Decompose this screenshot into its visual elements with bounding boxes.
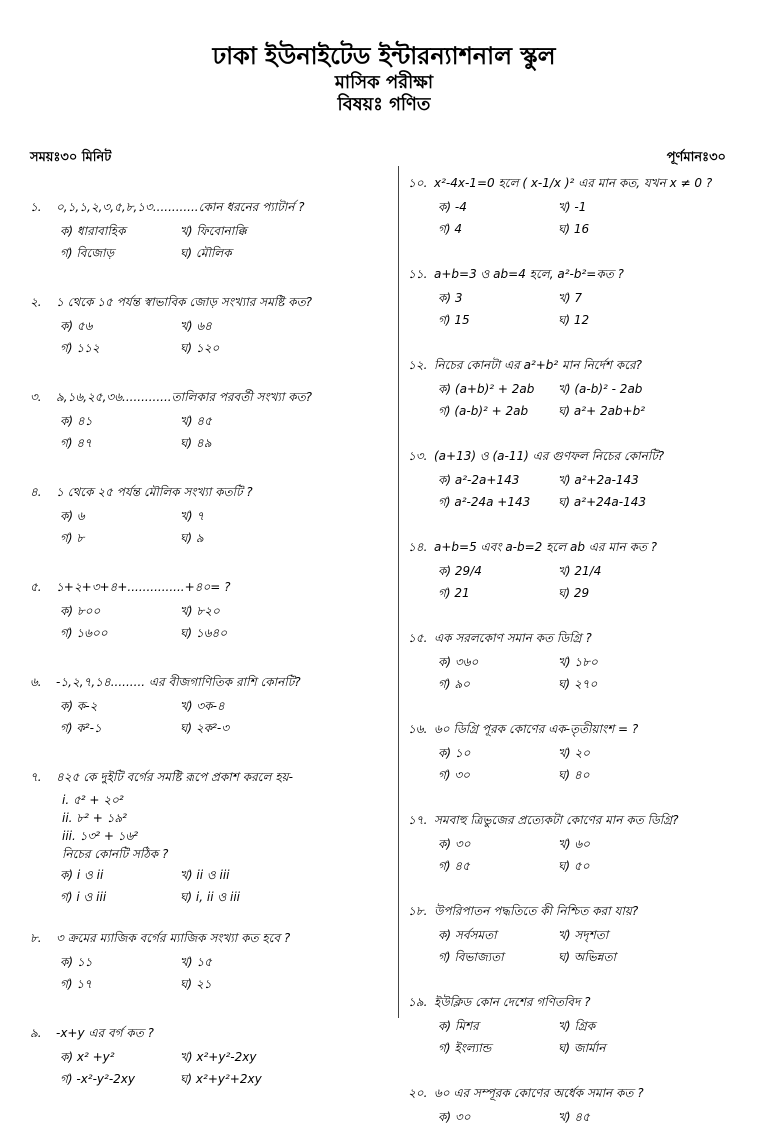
school-name: ঢাকা ইউনাইটেড ইন্টারন্যাশনাল স্কুল xyxy=(212,42,556,70)
answer-option: খ) ৩ক-৪ xyxy=(180,699,225,713)
answer-option: ঘ) 16 xyxy=(558,222,590,236)
question-stem: a+b=3 ও ab=4 হলে, a²-b²=কত ? xyxy=(434,267,624,281)
answer-option: ক) ৩০ xyxy=(438,837,471,851)
question-stem: a+b=5 এবং a-b=2 হলে ab এর মান কত ? xyxy=(434,540,658,554)
question-stem: x²-4x-1=0 হলে ( x-1/x )² এর মান কত, যখন x ≠ 0 ? xyxy=(434,176,713,190)
answer-option: ক) 29/4 xyxy=(438,564,482,578)
question-item xyxy=(408,991,753,1060)
answer-option: গ) বিভাজ্যতা xyxy=(438,950,504,964)
answer-option: খ) (a-b)² - 2ab xyxy=(558,382,643,396)
question-item xyxy=(408,718,753,787)
answer-option: খ) -1 xyxy=(558,200,587,214)
question-stem: -১,২,৭,১৪......... এর বীজগাণিতিক রাশি কোনটি? xyxy=(56,675,301,689)
answer-option: গ) i ও iii xyxy=(60,890,107,904)
question-number: ৫. xyxy=(30,580,42,594)
question-item xyxy=(408,536,753,605)
answer-option: ক) ৪১ xyxy=(60,414,93,428)
question-item xyxy=(30,766,385,909)
question-number: ১১. xyxy=(408,267,428,281)
question-item xyxy=(408,627,753,696)
question-number: ৩. xyxy=(30,390,42,404)
answer-options xyxy=(60,318,385,360)
question-stem: ৯,১৬,২৫,৩৬.............তালিকার পরবর্তী সংখ্যা কত? xyxy=(56,390,312,404)
answer-options xyxy=(438,381,753,423)
answer-option: গ) ৯০ xyxy=(438,677,470,691)
answer-options xyxy=(438,563,753,605)
answer-option: ঘ) i, ii ও iii xyxy=(180,890,241,904)
answer-option: ক) x² +y² xyxy=(60,1050,115,1064)
question-stem: ০,১,১,২,৩,৫,৮,১৩............কোন ধরনের প্যাটার্ন ? xyxy=(56,200,305,214)
answer-option: ঘ) ২১ xyxy=(180,977,212,991)
answer-options xyxy=(438,1109,753,1129)
question-number: ৮. xyxy=(30,931,42,945)
answer-options xyxy=(60,508,385,550)
answer-option: গ) -x²-y²-2xy xyxy=(60,1072,136,1086)
question-item xyxy=(30,576,385,645)
answer-option: ঘ) ৯ xyxy=(180,531,204,545)
question-number: ২০. xyxy=(408,1086,428,1100)
answer-option: খ) গ্রিক xyxy=(558,1019,596,1033)
question-stem: নিচের কোনটা এর a²+b² মান নির্দেশ করে? xyxy=(434,358,642,372)
question-stem: ১ থেকে ২৫ পর্যন্ত মৌলিক সংখ্যা কতটি ? xyxy=(56,485,253,499)
answer-option: গ) বিজোড় xyxy=(60,246,115,260)
answer-option: গ) 4 xyxy=(438,222,462,236)
answer-option: ক) 3 xyxy=(438,291,463,305)
answer-options xyxy=(60,867,385,909)
answer-option: খ) 21/4 xyxy=(558,564,602,578)
answer-option: খ) 7 xyxy=(558,291,583,305)
answer-option: ঘ) মৌলিক xyxy=(180,246,232,260)
answer-option: ঘ) 12 xyxy=(558,313,590,327)
answer-option: ঘ) ১৬৪০ xyxy=(180,626,228,640)
question-number: ১৩. xyxy=(408,449,428,463)
answer-option: গ) ৩০ xyxy=(438,768,470,782)
answer-options xyxy=(438,654,753,696)
answer-option: ক) ৬ xyxy=(60,509,85,523)
answer-option: খ) ২০ xyxy=(558,746,590,760)
question-number: ৭. xyxy=(30,770,42,784)
exam-time: সময়ঃ৩০ মিনিট xyxy=(30,150,112,165)
statement-item: iii. ১৩² + ১৬² xyxy=(62,829,139,843)
statement-prompt: নিচের কোনটি সঠিক ? xyxy=(62,847,169,861)
column-divider xyxy=(398,166,399,1018)
question-number: ১৫. xyxy=(408,631,428,645)
answer-option: ঘ) 29 xyxy=(558,586,590,600)
answer-option: খ) সদৃশতা xyxy=(558,928,609,942)
question-stem: ৪২৫ কে দুইটি বর্গের সমষ্টি রূপে প্রকাশ করলে হয়- xyxy=(56,770,293,784)
answer-option: ক) ১১ xyxy=(60,955,93,969)
answer-option: ঘ) ৫০ xyxy=(558,859,590,873)
question-item xyxy=(408,263,753,332)
answer-option: গ) 21 xyxy=(438,586,470,600)
question-number: ১৪. xyxy=(408,540,428,554)
answer-option: ঘ) ২৭০ xyxy=(558,677,598,691)
question-stem: ইউক্লিড কোন দেশের গণিতবিদ ? xyxy=(434,995,591,1009)
subject-title: বিষয়ঃ গণিত xyxy=(337,94,431,115)
answer-option: খ) a²+2a-143 xyxy=(558,473,639,487)
answer-options xyxy=(60,954,385,996)
answer-option: খ) ii ও iii xyxy=(180,868,230,882)
answer-option: ক) (a+b)² + 2ab xyxy=(438,382,535,396)
answer-option: ক) সর্বসমতা xyxy=(438,928,497,942)
question-item xyxy=(30,671,385,740)
question-number: ৪. xyxy=(30,485,42,499)
answer-options xyxy=(438,1018,753,1060)
answer-option: ক) a²-2a+143 xyxy=(438,473,520,487)
question-stem: ১ থেকে ১৫ পর্যন্ত স্বাভাবিক জোড় সংখ্যার সমষ্টি কত? xyxy=(56,295,312,309)
answer-options xyxy=(60,603,385,645)
answer-option: ক) ৫৬ xyxy=(60,319,93,333)
question-item xyxy=(408,354,753,423)
answer-option: ক) ১০ xyxy=(438,746,471,760)
question-number: ১২. xyxy=(408,358,428,372)
answer-options xyxy=(438,927,753,969)
left-question-column xyxy=(30,196,385,1101)
answer-options xyxy=(438,290,753,332)
answer-option: ক) i ও ii xyxy=(60,868,104,882)
answer-option: খ) ৪৫ xyxy=(558,1110,590,1124)
answer-option: গ) ৮ xyxy=(60,531,85,545)
answer-option: খ) ৮২০ xyxy=(180,604,220,618)
answer-option: ক) -4 xyxy=(438,200,467,214)
answer-option: ক) ক-২ xyxy=(60,699,98,713)
question-number: ১০. xyxy=(408,176,428,190)
answer-option: ক) ৩০ xyxy=(438,1110,471,1124)
answer-options xyxy=(438,836,753,878)
right-question-column xyxy=(408,172,753,1129)
answer-option: ক) ধারাবাহিক xyxy=(60,224,126,238)
question-number: ১৭. xyxy=(408,813,428,827)
answer-option: খ) ৪৫ xyxy=(180,414,212,428)
answer-option: খ) x²+y²-2xy xyxy=(180,1050,257,1064)
answer-option: খ) ৬০ xyxy=(558,837,590,851)
answer-option: গ) a²-24a +143 xyxy=(438,495,531,509)
question-stem: (a+13) ও (a-11) এর গুণফল নিচের কোনটি? xyxy=(434,449,665,463)
answer-options xyxy=(60,1049,385,1091)
question-number: ১৬. xyxy=(408,722,428,736)
answer-option: ক) ৩৬০ xyxy=(438,655,479,669)
question-item xyxy=(408,900,753,969)
question-number: ৯. xyxy=(30,1026,42,1040)
answer-option: খ) ফিবোনাক্কি xyxy=(180,224,247,238)
question-number: ১. xyxy=(30,200,42,214)
question-stem: উপরিপাতন পদ্ধতিতে কী নিশ্চিত করা যায়? xyxy=(434,904,639,918)
question-item xyxy=(30,927,385,996)
answer-option: খ) ১৮০ xyxy=(558,655,598,669)
answer-option: ঘ) অভিন্নতা xyxy=(558,950,617,964)
answer-options xyxy=(60,698,385,740)
exam-title: মাসিক পরীক্ষা xyxy=(334,72,434,93)
answer-option: গ) ১১২ xyxy=(60,341,100,355)
question-item xyxy=(408,445,753,514)
answer-option: গ) ৪৭ xyxy=(60,436,92,450)
answer-option: খ) ৬৪ xyxy=(180,319,212,333)
answer-option: ঘ) ৪৯ xyxy=(180,436,212,450)
answer-option: ঘ) x²+y²+2xy xyxy=(180,1072,262,1086)
answer-option: ঘ) a²+24a-143 xyxy=(558,495,646,509)
answer-options xyxy=(438,199,753,241)
question-item xyxy=(30,481,385,550)
question-stem: সমবাহু ত্রিভুজের প্রত্যেকটা কোণের মান কত ডিগ্রি? xyxy=(434,813,679,827)
answer-options xyxy=(438,745,753,787)
question-item xyxy=(408,172,753,241)
answer-options xyxy=(60,413,385,455)
full-marks: পূর্ণমানঃ৩০ xyxy=(666,150,726,165)
answer-option: গ) (a-b)² + 2ab xyxy=(438,404,529,418)
answer-option: গ) ১৭ xyxy=(60,977,92,991)
question-stem: -x+y এর বর্গ কত ? xyxy=(56,1026,154,1040)
answer-option: ঘ) ২ক²-৩ xyxy=(180,721,230,735)
answer-option: ক) ৮০০ xyxy=(60,604,101,618)
question-stem: ১+২+৩+৪+...............+৪০= ? xyxy=(56,580,231,594)
question-item xyxy=(408,1082,753,1129)
question-number: ২. xyxy=(30,295,42,309)
answer-options xyxy=(60,223,385,265)
question-number: ১৯. xyxy=(408,995,428,1009)
answer-option: খ) ৭ xyxy=(180,509,205,523)
question-item xyxy=(408,809,753,878)
answer-option: ঘ) ১২০ xyxy=(180,341,220,355)
question-stem: এক সরলকোণ সমান কত ডিগ্রি ? xyxy=(434,631,592,645)
question-statements xyxy=(62,791,385,863)
question-stem: ৬০ ডিগ্রি পূরক কোণের এক-তৃতীয়াংশ = ? xyxy=(434,722,639,736)
question-number: ১৮. xyxy=(408,904,428,918)
question-stem: ৩ ক্রমের ম্যাজিক বর্গের ম্যাজিক সংখ্যা কত হবে ? xyxy=(56,931,291,945)
question-item xyxy=(30,291,385,360)
answer-option: গ) ১৬০০ xyxy=(60,626,108,640)
answer-option: ঘ) জার্মান xyxy=(558,1041,606,1055)
page-header xyxy=(0,40,768,116)
answer-option: ক) মিশর xyxy=(438,1019,479,1033)
question-stem: ৬০ এর সম্পূরক কোণের অর্ধেক সমান কত ? xyxy=(434,1086,644,1100)
answer-option: গ) ইংল্যান্ড xyxy=(438,1041,492,1055)
answer-option: ঘ) ৪০ xyxy=(558,768,590,782)
answer-options xyxy=(438,472,753,514)
answer-option: খ) ১৫ xyxy=(180,955,212,969)
answer-option: গ) ক²-১ xyxy=(60,721,102,735)
answer-option: গ) 15 xyxy=(438,313,470,327)
statement-item: ii. ৮² + ১৯² xyxy=(62,811,127,825)
question-item xyxy=(30,386,385,455)
question-item xyxy=(30,196,385,265)
answer-option: গ) ৪৫ xyxy=(438,859,470,873)
statement-item: i. ৫² + ২০² xyxy=(62,793,124,807)
question-item xyxy=(30,1022,385,1091)
question-number: ৬. xyxy=(30,675,42,689)
answer-option: ঘ) a²+ 2ab+b² xyxy=(558,404,646,418)
